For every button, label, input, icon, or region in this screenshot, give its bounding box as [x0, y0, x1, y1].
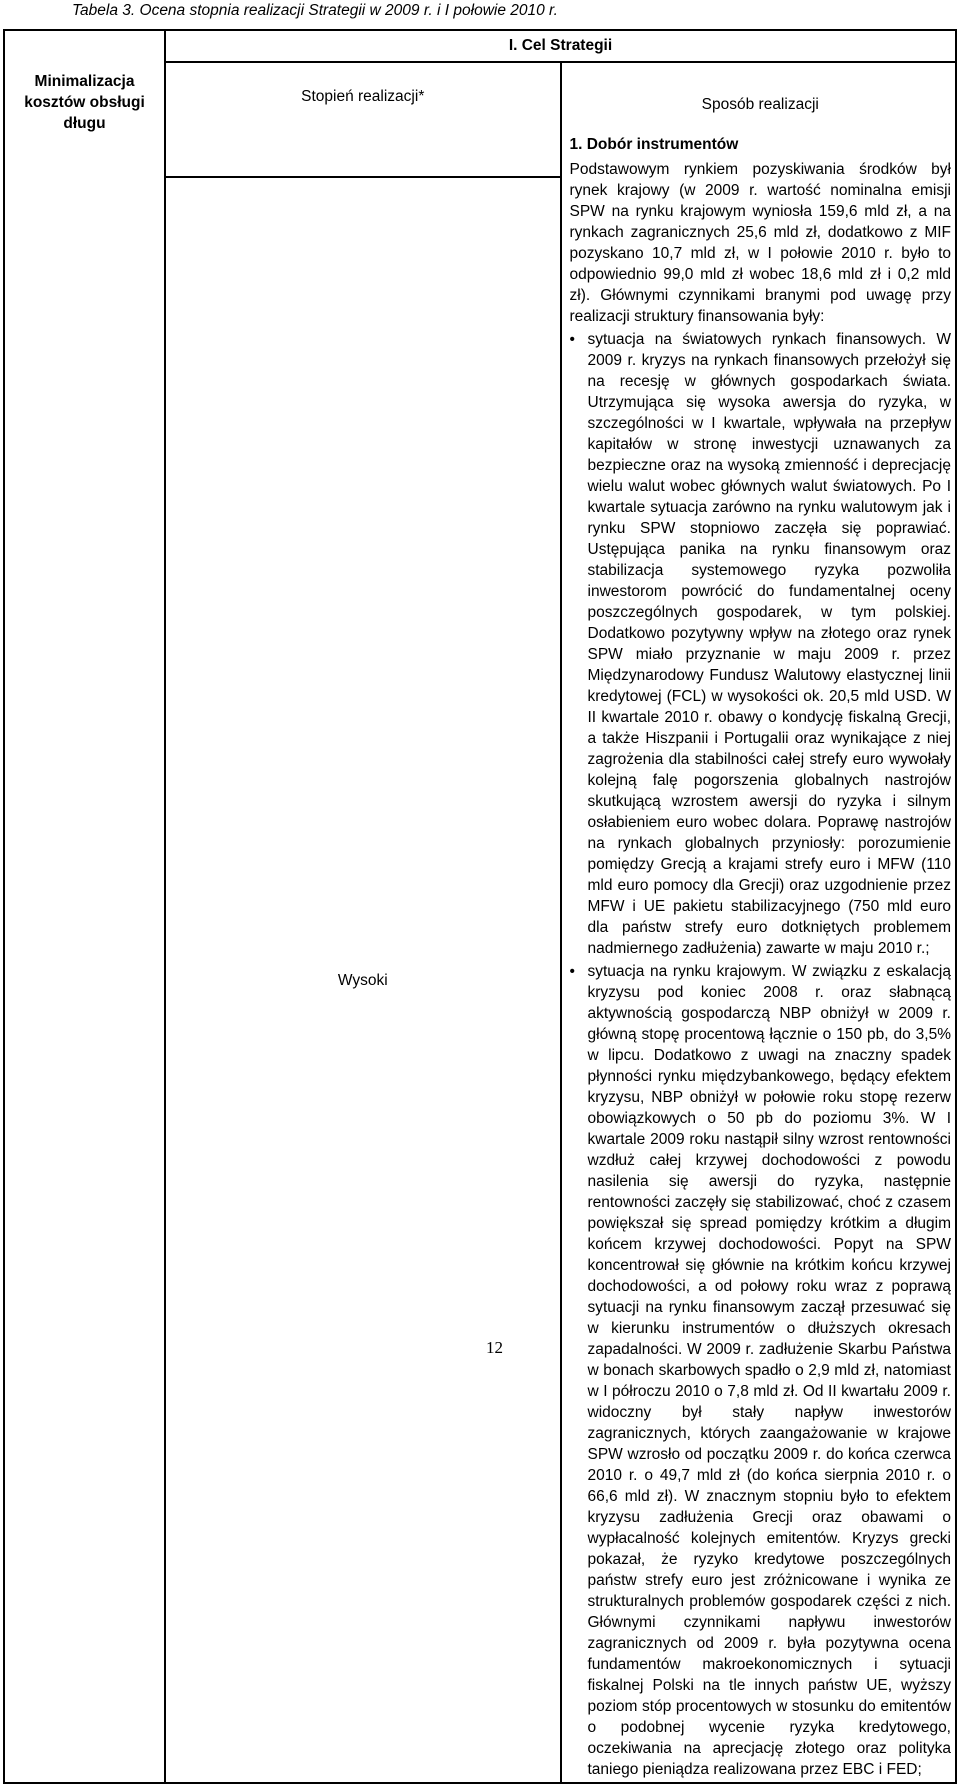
list-item: • sytuacja na rynku krajowym. W związku z eskalacją kryzysu pod koniec 2008 r. oraz słabnącą aktywnością gospodarczą NBP obniżył w 2009 r. główną stopę procentową łącznie o 150 pb, do 3,5% w lipcu. Dodatkowo z uwagi na znaczny spadek płynności rynku międzybankowego, będący efektem kryzysu, NBP obniżył w połowie roku stopę rezerw obowiązkowych o 50 pb do poziomu 3%. W I kwartale 2009 roku nastąpił silny wzrost rentowności wzdłuż całej krzywej dochodowości z powodu nasilenia się awersji do ryzyka, następnie rentowności zaczęły się stabilizować, choć z czasem powiększał się spread pomiędzy krótkim a długim końcem krzywej dochodowości. Popyt na SPW koncentrował się głównie na krótkim końcu krzywej dochodowości, a od połowy roku wraz z poprawą sytuacji na rynku finansowym zaczął przesuwać się w kierunku instrumentów o dłuższych okresach zapadalności. W 2009 r. zadłużenie Skarbu Państwa w bonach skarbowych spadło o 2,9 mld zł, natomiast w I półroczu 2010 o 7,8 mld zł. Od II kwartału 2009 r. widoczny był stały napływ inwestorów zagranicznych, których zaangażowanie w krajowe SPW wzrosło od początku 2009 r. do końca czerwca 2010 r. o 49,7 mld zł (do końca sierpnia 2010 r. o 66,6 mld zł). W znacznym stopniu było to efektem kryzysu zadłużenia Grecji oraz obawami o wypłacalność kolejnych emitentów. Kryzys grecki pokazał, że ryzyko kredytowe poszczególnych państw strefy euro jest zróżnicowane i wynika ze strukturalnych problemów gospodarek części z nich. Głównymi czynnikami napływu inwestorów zagranicznych od 2009 r. była pozytywna ocena fundamentów makroekonomicznych i sytuacji fiskalnej Polski na tle innych państw UE, wyższy poziom stóp procentowych w stosunku do emitentów o podobnej wycenie ryzyka kredytowego, oczekiwania na aprecjację złotego oraz polityka taniego pieniądza realizowana przez EBC i FED; [570, 961, 952, 1780]
section-title: 1. Dobór instrumentów [569, 136, 739, 153]
degree-header: Stopień realizacji* [301, 88, 425, 105]
list-item: • sytuacja na światowych rynkach finansowych. W 2009 r. kryzys na rynkach finansowych przełożył się na recesję w głównych gospodarkach świata. Utrzymująca się wysoka awersja do ryzyka, w szczególności w I kwartale, wpływała na przepływ kapitałów w stronę inwestycji uznawanych za bezpieczne oraz na wysoką zmienność i deprecjację wielu walut wobec głównych walut światowych. Po I kwartale sytuacja zarówno na rynku walutowym jak i rynku SPW stopniowo zaczęła się poprawiać. Ustępująca panika na rynku finansowym oraz stabilizacja systemowego ryzyka pozwoliła inwestorom powrócić do fundamentalnej oceny poszczególnych gospodarek, w tym polskiej. Dodatkowo pozytywny wpływ na złotego oraz rynek SPW miało przyznanie w maju 2009 r. przez Międzynarodowy Fundusz Walutowy elastycznej linii kredytowej (FCL) w wysokości ok. 20,5 mld USD. W II kwartale 2010 r. obawy o kondycję fiskalną Grecji, a także Hiszpanii i Portugalii oraz wynikające z niej zagrożenia dla stabilności całej strefy euro wywołały kolejną falę pogorszenia globalnych nastrojów skutkującą wzrostem awersji do ryzyka i silnym osłabieniem euro wobec dolara. Poprawę nastrojów na rynkach globalnych przyniosły: porozumienie pomiędzy Grecją a krajami strefy euro i MFW (110 mld euro pomocy dla Grecji) oraz uzgodnienie przez MFW i UE pakietu stabilizacyjnego (750 mld euro dla państw strefy euro dotkniętych problemem nadmiernego zadłużenia) zawarte w maju 2010 r.; [570, 329, 952, 959]
factor-list [570, 329, 952, 1780]
table-caption: Tabela 3. Ocena stopnia realizacji Strategii w 2009 r. i I połowie 2010 r. [72, 2, 558, 19]
strategy-table [3, 29, 957, 1784]
table-title: I. Cel Strategii [165, 30, 956, 62]
goal-cell [4, 30, 165, 1783]
degree-value: Wysoki [165, 177, 561, 1783]
intro-paragraph: Podstawowym rynkiem pozyskiwania środków był rynek krajowy (w 2009 r. wartość nominalna emisji SPW na rynku krajowym wyniosła 159,6 mld zł, a na rynkach zagranicznych 25,6 mld zł, dodatkowo z MIF pozyskano 10,7 mld zł, w I połowie 2010 r. było to odpowiednio 99,0 mld zł wobec 18,6 mld zł i 0,2 mld zł). Głównymi czynnikami branymi pod uwagę przy realizacji struktury finansowania były: [569, 161, 951, 325]
goal-label: Minimalizacja kosztów obsługi długu [24, 73, 145, 132]
degree-header-cell [165, 62, 561, 177]
method-header: Sposób realizacji [701, 96, 819, 113]
page-number: 12 [486, 1338, 503, 1357]
method-cell [561, 62, 957, 1783]
